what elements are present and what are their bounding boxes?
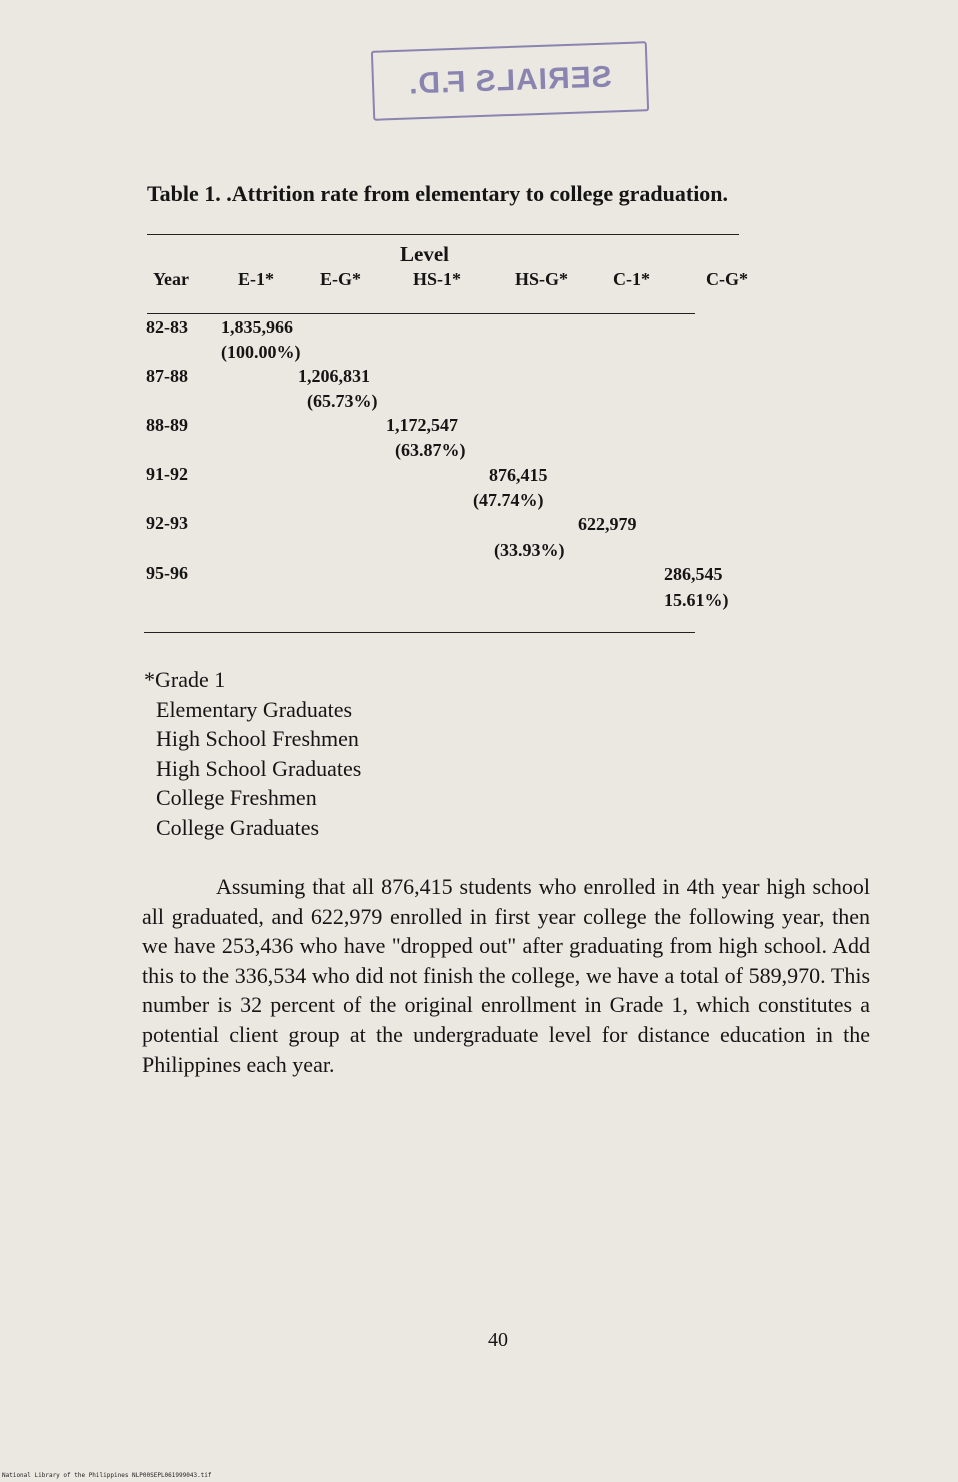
row-count: 622,979 bbox=[578, 514, 637, 534]
row-year: 95-96 bbox=[146, 563, 188, 583]
table-caption: Table 1. .Attrition rate from elementary to college graduation. bbox=[147, 181, 729, 206]
page-number: 40 bbox=[488, 1329, 508, 1351]
column-header-hsg: HS-G* bbox=[515, 269, 569, 289]
year-column-header: Year bbox=[153, 269, 189, 289]
row-percent: (100.00%) bbox=[221, 342, 301, 362]
row-percent: (63.87%) bbox=[395, 440, 466, 460]
row-count: 1,835,966 bbox=[221, 317, 293, 337]
footnote-line: High School Freshmen bbox=[156, 726, 359, 751]
column-header-hs1: HS-1* bbox=[413, 269, 462, 289]
table-header-rule bbox=[147, 313, 695, 314]
row-percent: (65.73%) bbox=[307, 391, 378, 411]
row-year: 82-83 bbox=[146, 317, 188, 337]
table-bottom-rule bbox=[144, 632, 695, 633]
row-year: 92-93 bbox=[146, 513, 188, 533]
scan-credit: National Library of the Philippines NLP00SEPL061999043.tif bbox=[2, 1472, 212, 1479]
row-year: 91-92 bbox=[146, 464, 188, 484]
row-percent: (47.74%) bbox=[473, 490, 544, 510]
row-year: 88-89 bbox=[146, 415, 188, 435]
row-percent: (33.93%) bbox=[494, 540, 565, 560]
footnote-line: College Graduates bbox=[156, 815, 320, 840]
column-header-c1: C-1* bbox=[613, 269, 650, 289]
row-count: 286,545 bbox=[664, 564, 723, 584]
column-header-eg: E-G* bbox=[320, 269, 362, 289]
level-group-header: Level bbox=[400, 242, 449, 266]
serials-stamp bbox=[371, 41, 649, 121]
table-top-rule bbox=[147, 234, 739, 235]
body-paragraph: Assuming that all 876,415 students who enrolled in 4th year high school all graduated, and 622,979 enrolled in first year college the following year, then we have 253,436 who have "dropped out" after graduating from high school. Add this to the 336,534 who did not finish the college, we have a total of 589,970. This number is 32 percent of the original enrollment in Grade 1, which constitutes a potential client group at the undergraduate level for distance education in the Philippines each year. bbox=[142, 874, 870, 1077]
column-header-e1: E-1* bbox=[238, 269, 274, 289]
stamp-text: SERIALS F.D. bbox=[407, 60, 613, 101]
column-header-cg: C-G* bbox=[706, 269, 748, 289]
row-count: 1,172,547 bbox=[386, 415, 458, 435]
footnote-line: Elementary Graduates bbox=[156, 697, 353, 722]
footnote-line: College Freshmen bbox=[156, 785, 317, 810]
row-year: 87-88 bbox=[146, 366, 188, 386]
footnote-line: High School Graduates bbox=[156, 756, 362, 781]
footnote-line: *Grade 1 bbox=[144, 667, 226, 692]
row-count: 1,206,831 bbox=[298, 366, 370, 386]
row-percent: 15.61%) bbox=[664, 590, 729, 610]
row-count: 876,415 bbox=[489, 465, 548, 485]
